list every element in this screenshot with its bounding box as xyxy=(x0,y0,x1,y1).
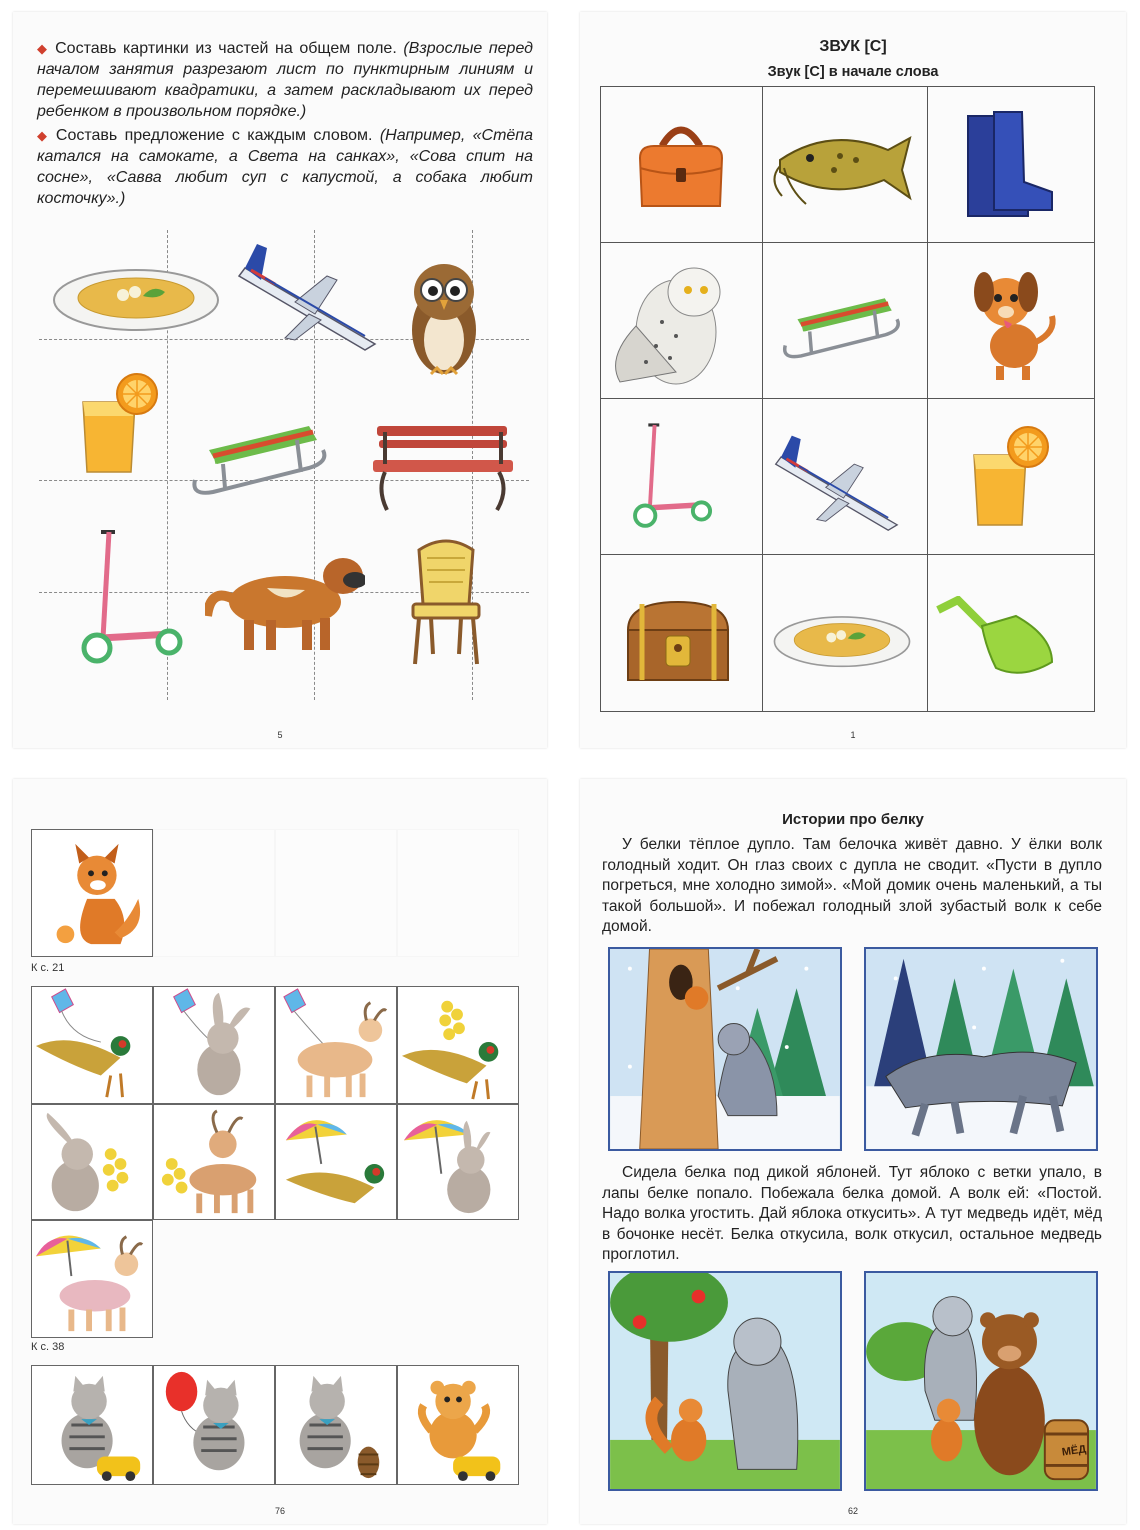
bench-picture xyxy=(367,420,519,516)
barrel-label: МЁД xyxy=(1061,1443,1087,1459)
instruction-1 xyxy=(37,38,533,122)
instruction-2-text: Составь предложение с каждым словом. xyxy=(55,127,373,144)
card-rabbit-umbrella xyxy=(397,1104,519,1220)
card-bear-car xyxy=(397,1365,519,1485)
instruction-1-text: Составь картинки из частей на общем поле. xyxy=(55,40,397,57)
faded-card xyxy=(397,829,519,957)
dog-picture xyxy=(205,546,365,656)
page-squirrel-stories xyxy=(580,779,1126,1524)
shovel-picture xyxy=(932,596,1068,682)
boots-picture xyxy=(958,110,1058,226)
sled-picture xyxy=(780,290,904,366)
airplane-picture xyxy=(764,432,916,532)
caption-ref-21: К с. 21 xyxy=(31,962,65,974)
card-fox xyxy=(31,829,153,957)
story-title: Истории про белку xyxy=(782,811,924,828)
airplane-picture xyxy=(235,240,387,352)
page-cut-and-assemble xyxy=(13,12,547,748)
diamond-bullet-icon: ◆ xyxy=(37,128,50,143)
card-cat-car xyxy=(31,1365,153,1485)
owl-picture xyxy=(405,256,483,382)
soup-plate-picture xyxy=(772,602,912,678)
illustration-wolf-forest xyxy=(864,947,1098,1151)
chair-picture xyxy=(405,538,487,668)
card-cat-balloon xyxy=(153,1365,275,1485)
instruction-2-note: (Например, «Стёпа катался на самокате, а Света на санках», «Сова спит на сосне», «Савва любит суп с капустой, а собака любит косточку».) xyxy=(37,127,533,207)
story-paragraph-1: У белки тёплое дупло. Там белочка живёт давно. У ёлки волк голодный ходит. Он глаз своих с дупла не сводит. «Пусти в дупло погреться, мне холодно зимой». «Мой домик очень маленький, а ты такой большой». И побежал голодный злой зубастый волк к себе домой. xyxy=(602,836,1102,935)
page-answer-cards xyxy=(13,779,547,1524)
card-rabbit-mimosa xyxy=(31,1104,153,1220)
diamond-bullet-icon: ◆ xyxy=(37,41,50,56)
card-rabbit-kite xyxy=(153,986,275,1104)
card-goat-mimosa xyxy=(153,1104,275,1220)
page-sound-s xyxy=(580,12,1126,748)
scooter-picture xyxy=(628,410,714,540)
snowy-owl-picture xyxy=(606,262,730,388)
page-title: ЗВУК [С] xyxy=(819,38,887,55)
page-number: 1 xyxy=(850,730,856,740)
page-number: 76 xyxy=(274,1506,285,1516)
bag-picture xyxy=(634,116,728,212)
page-subtitle: Звук [С] в начале слова xyxy=(767,64,939,80)
sled-picture xyxy=(189,420,331,500)
faded-card xyxy=(275,829,397,957)
catfish-picture xyxy=(770,120,914,216)
page-number: 5 xyxy=(277,730,283,740)
fox-picture xyxy=(32,830,152,956)
juice-glass-picture xyxy=(75,368,159,478)
instruction-1-note: (Взрослые перед началом занятия разрезают лист по пунктирным линиям и перемешивают квадратики, а затем раскладывают их перед ребенком в произвольном порядке.) xyxy=(37,40,534,120)
illustration-bear-honey xyxy=(864,1271,1098,1491)
card-goat-kite xyxy=(275,986,397,1104)
illustration-squirrel-apple xyxy=(608,1271,842,1491)
story-paragraph-2: Сидела белка под дикой яблоней. Тут яблоко с ветки упало, в лапы белке попало. Побежала белка домой. А волк ей: «Постой. Надо волка угостить. Дай яблока откусить». А тут медведь идёт, мёд в бочонке несёт. Белка откусила, волк откусил, остальное медведь проглотил. xyxy=(602,1164,1102,1263)
caption-ref-38: К с. 38 xyxy=(31,1341,65,1353)
instruction-2 xyxy=(37,125,533,209)
page-number: 62 xyxy=(847,1506,858,1516)
chest-picture xyxy=(622,596,734,684)
card-pheasant-kite xyxy=(31,986,153,1104)
scooter-picture xyxy=(75,526,185,666)
illustration-wolf-hollow xyxy=(608,947,842,1151)
card-cat-cone xyxy=(275,1365,397,1485)
soup-plate-picture xyxy=(51,262,221,334)
faded-card xyxy=(153,829,275,957)
card-pheasant-umbrella xyxy=(275,1104,397,1220)
juice-glass-picture xyxy=(966,412,1050,540)
card-goat-umbrella xyxy=(31,1220,153,1338)
puppy-picture xyxy=(964,262,1060,384)
card-pheasant-mimosa xyxy=(397,986,519,1104)
